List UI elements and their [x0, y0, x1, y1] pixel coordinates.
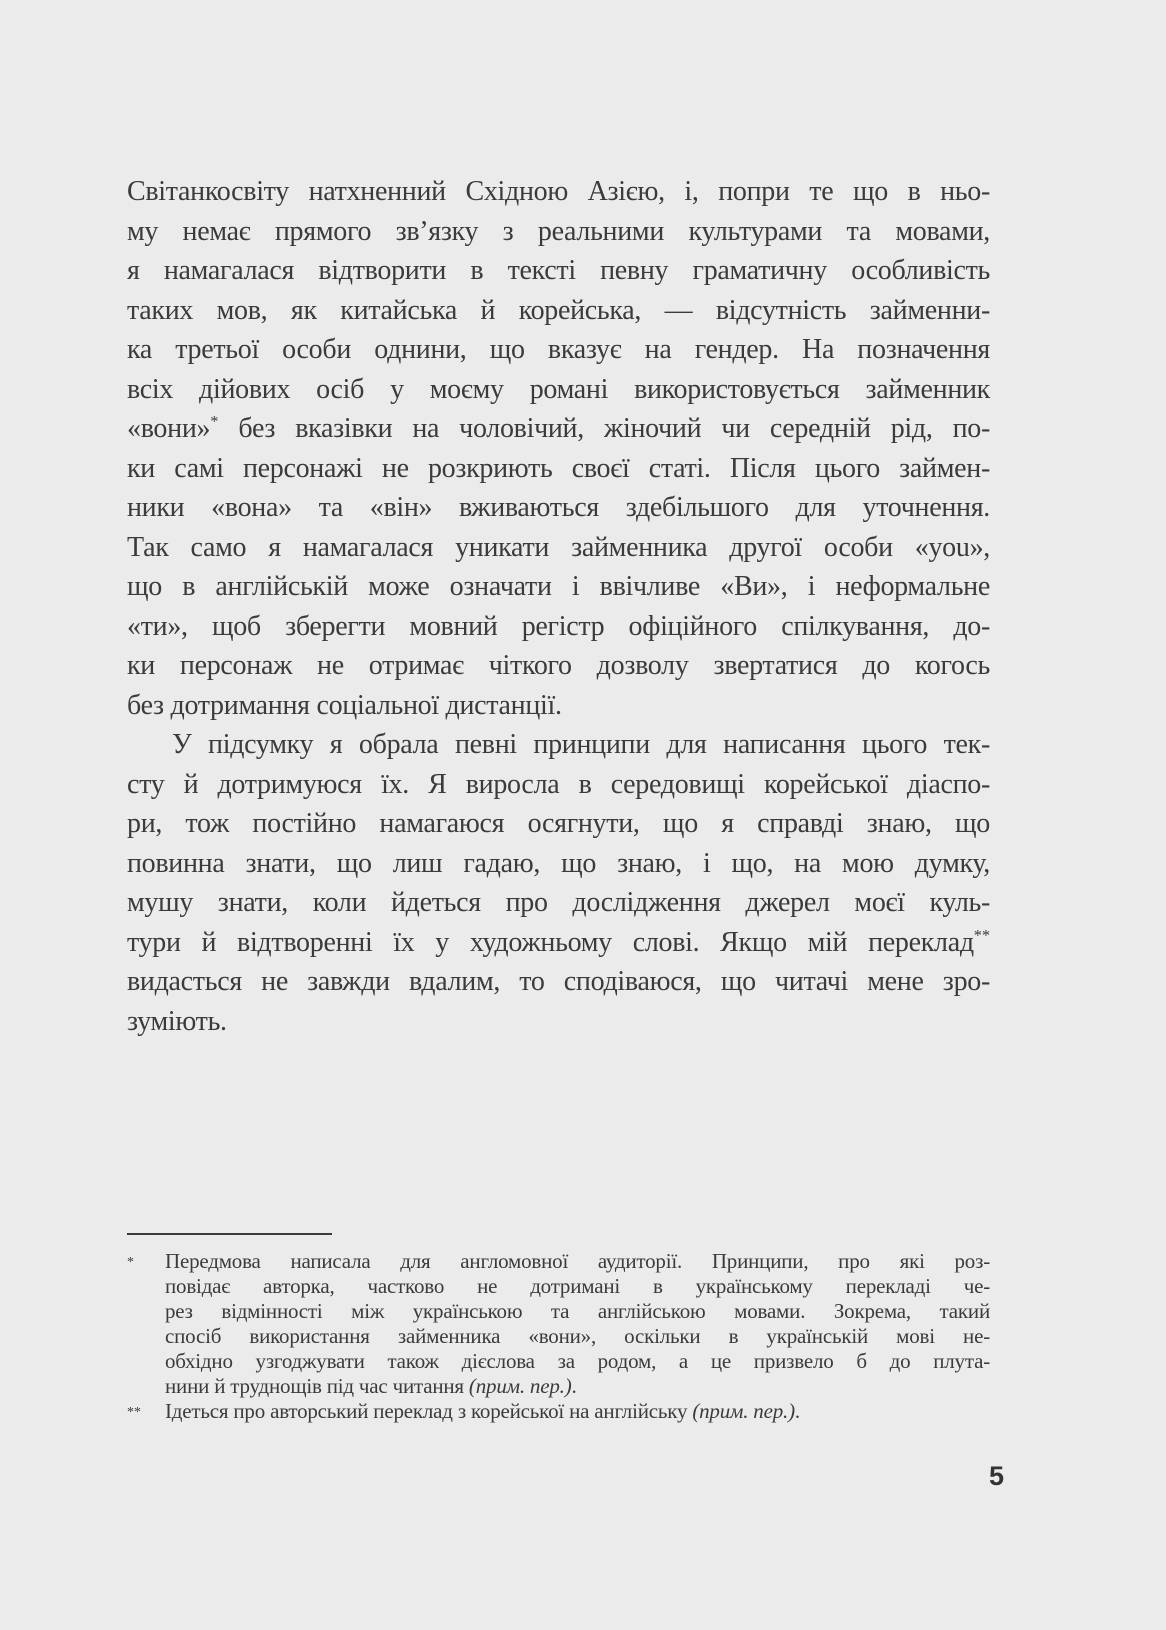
text-segment: всіх дійових осіб у моєму романі використовується займенник — [127, 373, 990, 405]
text-line — [127, 212, 990, 252]
text-segment: Передмова написала для англомовної аудиторії. Принципи, про які роз- — [165, 1249, 990, 1273]
text-segment: ри, тож постійно намагаюся осягнути, що я справді знаю, що — [127, 808, 990, 839]
text-segment: сту й дотримуюся їх. Я виросла в середовищі корейської діаспо- — [127, 768, 990, 800]
text-segment: ки самі персонажі не розкриють своєї статі. Після цього займен- — [127, 452, 990, 484]
text-segment: (прим. пер.) — [468, 1374, 572, 1398]
text-segment: (прим. пер.) — [692, 1399, 795, 1423]
text-line — [165, 1349, 990, 1374]
text-segment: ка третьої особи однини, що вказує на гендер. На позначення — [127, 334, 990, 365]
text-segment: ки персонаж не отримає чіткого дозволу звертатися до когось — [127, 650, 990, 681]
text-segment: я намагалася відтворити в тексті певну граматичну особливість — [127, 255, 990, 286]
text-line — [127, 528, 990, 568]
text-line — [127, 330, 990, 370]
footnote — [127, 1249, 990, 1399]
footnote-reference: * — [210, 412, 219, 431]
footnote-text — [165, 1399, 990, 1424]
text-segment: му немає прямого зв’язку з реальними культурами та мовами, — [127, 215, 990, 247]
text-line — [127, 686, 990, 726]
text-line — [165, 1374, 990, 1399]
footnote-marker: ** — [127, 1405, 141, 1420]
text-line — [165, 1249, 990, 1274]
text-line — [127, 765, 990, 805]
text-segment: Так само я намагалася уникати займенника другої особи «you», — [127, 531, 990, 563]
text-segment: видасться не завжди вдалим, то сподіваюся, що читачі мене зро- — [127, 966, 990, 997]
text-segment: ники «вона» та «він» вживаються здебільшого для уточнення. — [127, 492, 990, 523]
text-line — [165, 1274, 990, 1299]
text-line — [127, 449, 990, 489]
text-segment: зуміють. — [127, 1005, 227, 1037]
footnote-divider — [127, 1233, 332, 1235]
text-segment: «ти», щоб зберегти мовний регістр офіційного спілкування, до- — [127, 610, 990, 642]
text-line — [127, 725, 990, 765]
text-line — [165, 1299, 990, 1324]
footnote-reference: ** — [973, 926, 990, 945]
text-line — [165, 1324, 990, 1349]
text-line — [127, 409, 990, 449]
text-line — [127, 1002, 990, 1042]
text-segment: без вказівки на чоловічий, жіночий чи середній рід, по- — [218, 413, 990, 444]
text-line — [127, 291, 990, 331]
text-line — [165, 1399, 990, 1424]
text-line — [127, 804, 990, 844]
text-line — [127, 923, 990, 963]
text-segment: рез відмінності між українською та англійською мовами. Зокрема, такий — [165, 1299, 990, 1323]
text-segment: обхідно узгоджувати також дієслова за родом, а це призвело б до плута- — [165, 1349, 990, 1373]
text-line — [127, 488, 990, 528]
page-number: 5 — [988, 1461, 1004, 1491]
text-segment: без дотримання соціальної дистанції. — [127, 689, 562, 721]
text-segment: тури й відтворенні їх у художньому слові. Якщо мій переклад — [127, 926, 974, 958]
text-line — [127, 962, 990, 1002]
text-line — [127, 646, 990, 686]
text-segment: що в англійській може означати і ввічливе «Ви», і неформальне — [127, 571, 990, 602]
text-segment: таких мов, як китайська й корейська, — відсутність займенни- — [127, 294, 990, 326]
text-segment: У підсумку я обрала певні принципи для написання цього тек- — [172, 729, 990, 760]
text-segment: спосіб використання займенника «вони», оскільки в українській мові не- — [165, 1324, 990, 1348]
text-line — [127, 251, 990, 291]
text-segment: повідає авторка, частково не дотримані в українському перекладі че- — [165, 1274, 990, 1298]
text-line — [127, 883, 990, 923]
body-text — [127, 172, 990, 1041]
footnote-marker: * — [127, 1255, 134, 1270]
text-segment: мушу знати, коли йдеться про дослідження джерел моєї куль- — [127, 887, 990, 918]
footnotes-block — [127, 1249, 990, 1425]
text-segment: «вони» — [127, 413, 211, 444]
text-line — [127, 567, 990, 607]
text-segment: Ідеться про авторський переклад з корейської на англійську — [165, 1399, 693, 1423]
text-line — [127, 172, 990, 212]
footnote — [127, 1399, 990, 1425]
text-line — [127, 844, 990, 884]
footnote-text — [165, 1249, 990, 1399]
text-segment: Світанкосвіту натхненний Східною Азією, і, попри те що в ньо- — [127, 176, 990, 207]
text-segment: нини й труднощів під час читання — [165, 1374, 469, 1398]
text-segment: . — [571, 1374, 577, 1398]
text-segment: . — [794, 1399, 800, 1423]
text-line — [127, 370, 990, 410]
text-line — [127, 607, 990, 647]
text-segment: повинна знати, що лиш гадаю, що знаю, і що, на мою думку, — [127, 847, 990, 879]
